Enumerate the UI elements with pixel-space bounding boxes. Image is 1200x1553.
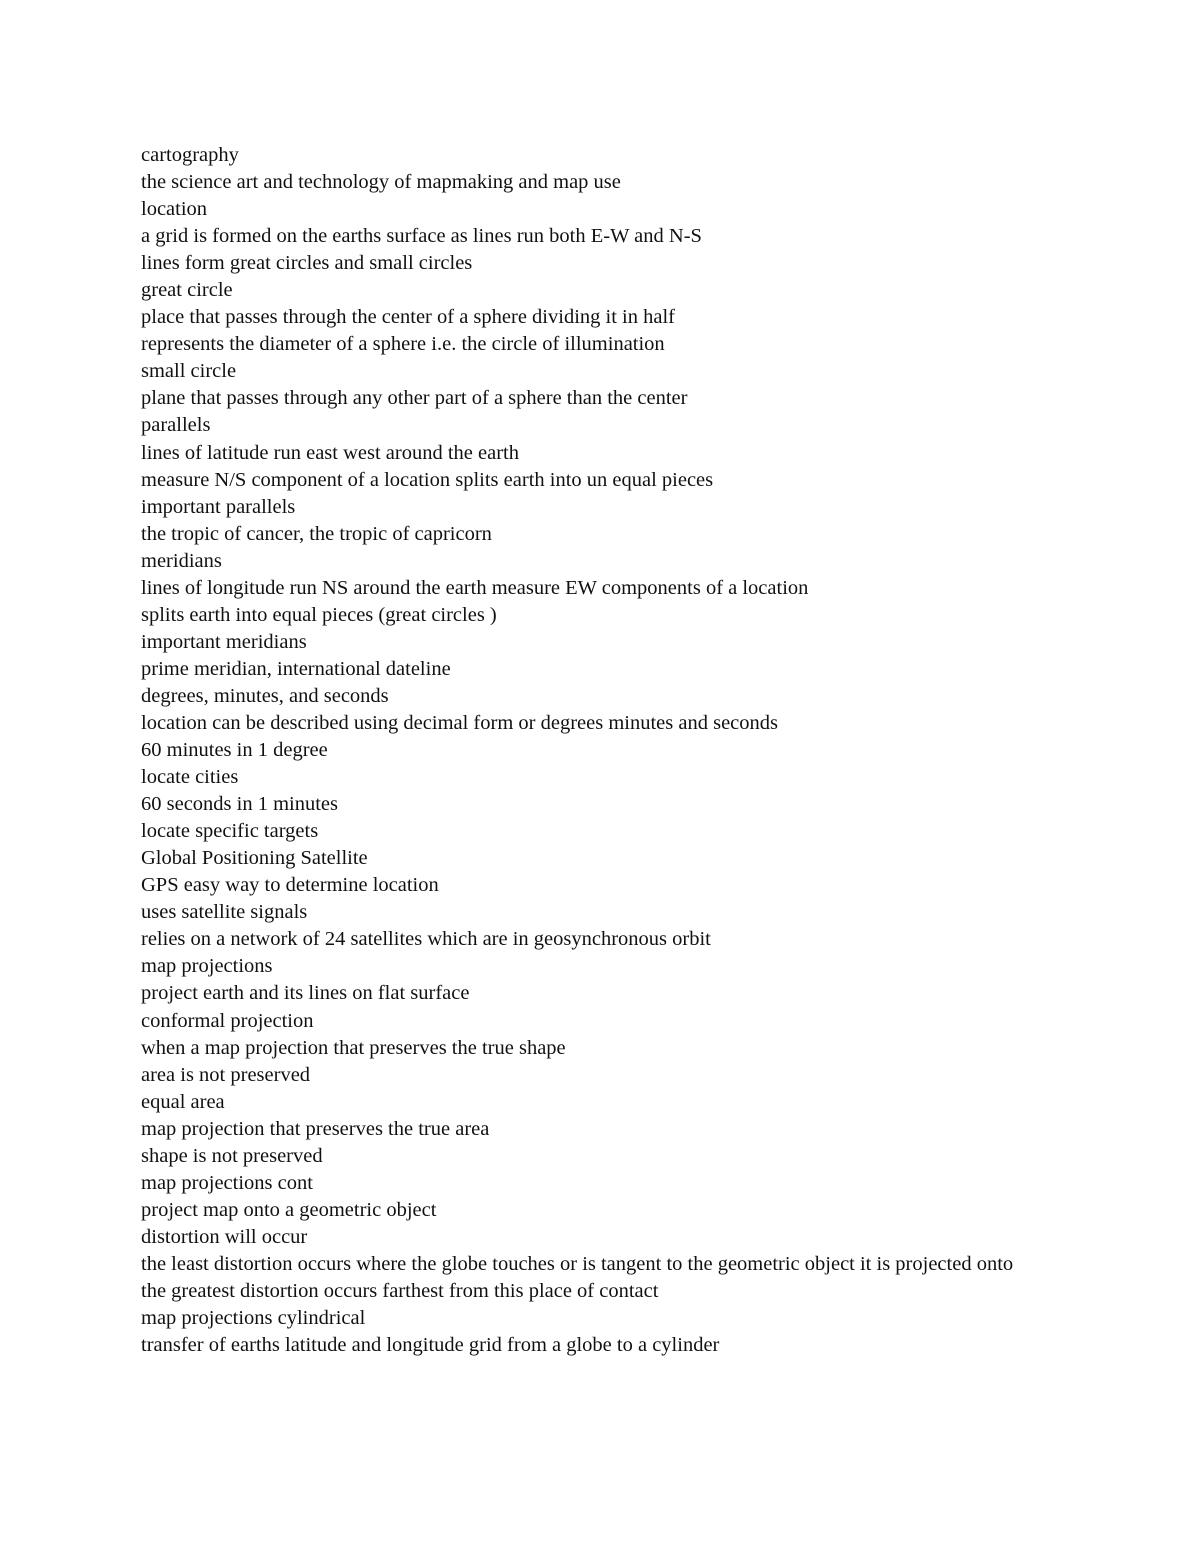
text-line: relies on a network of 24 satellites which are in geosynchronous orbit [141,928,711,951]
text-line: splits earth into equal pieces (great circles ) [141,603,497,626]
text-line: GPS easy way to determine location [141,874,439,897]
text-line: prime meridian, international dateline [141,657,451,680]
text-line: the greatest distortion occurs farthest from this place of contact [141,1279,659,1302]
text-line: 60 minutes in 1 degree [141,739,328,762]
text-line: important meridians [141,630,307,653]
text-line: project map onto a geometric object [141,1198,437,1221]
text-line: Global Positioning Satellite [141,847,368,870]
text-line: the tropic of cancer, the tropic of capricorn [141,522,492,545]
text-line: uses satellite signals [141,901,308,924]
text-line: cartography [141,144,239,166]
text-line: meridians [141,549,222,572]
text-line: when a map projection that preserves the true shape [141,1036,566,1059]
text-line: measure N/S component of a location splits earth into un equal pieces [141,468,714,491]
text-line: great circle [141,279,233,302]
text-line: a grid is formed on the earths surface as lines run both E-W and N-S [141,225,702,248]
text-line: map projections cylindrical [141,1307,366,1330]
text-line: degrees, minutes, and seconds [141,684,389,707]
text-line: the science art and technology of mapmaking and map use [141,171,621,194]
document-page [141,142,1041,1359]
text-line: equal area [141,1090,225,1113]
text-line: transfer of earths latitude and longitude grid from a globe to a cylinder [141,1334,720,1357]
text-line: conformal projection [141,1009,314,1032]
text-line: shape is not preserved [141,1144,323,1167]
text-line: locate specific targets [141,820,319,843]
text-line: the least distortion occurs where the globe touches or is tangent to the geometric object it is projected onto [141,1252,1014,1275]
text-line: represents the diameter of a sphere i.e. the circle of illumination [141,333,665,356]
text-line: location [141,198,208,221]
text-line: location can be described using decimal form or degrees minutes and seconds [141,711,779,734]
text-line: map projections cont [141,1171,313,1194]
text-line: lines of longitude run NS around the earth measure EW components of a location [141,576,809,599]
text-line: area is not preserved [141,1063,311,1086]
text-line: lines form great circles and small circles [141,252,473,275]
text-line: map projections [141,955,273,978]
text-line: plane that passes through any other part of a sphere than the center [141,387,688,410]
text-line: 60 seconds in 1 minutes [141,793,339,816]
text-line: lines of latitude run east west around the earth [141,441,519,464]
text-line: map projection that preserves the true area [141,1117,490,1140]
text-line: distortion will occur [141,1225,308,1248]
text-line: locate cities [141,766,239,789]
text-line: project earth and its lines on flat surface [141,982,470,1005]
text-line: small circle [141,360,237,383]
text-line: important parallels [141,495,296,518]
text-line: place that passes through the center of a sphere dividing it in half [141,306,675,329]
text-line: parallels [141,414,211,437]
